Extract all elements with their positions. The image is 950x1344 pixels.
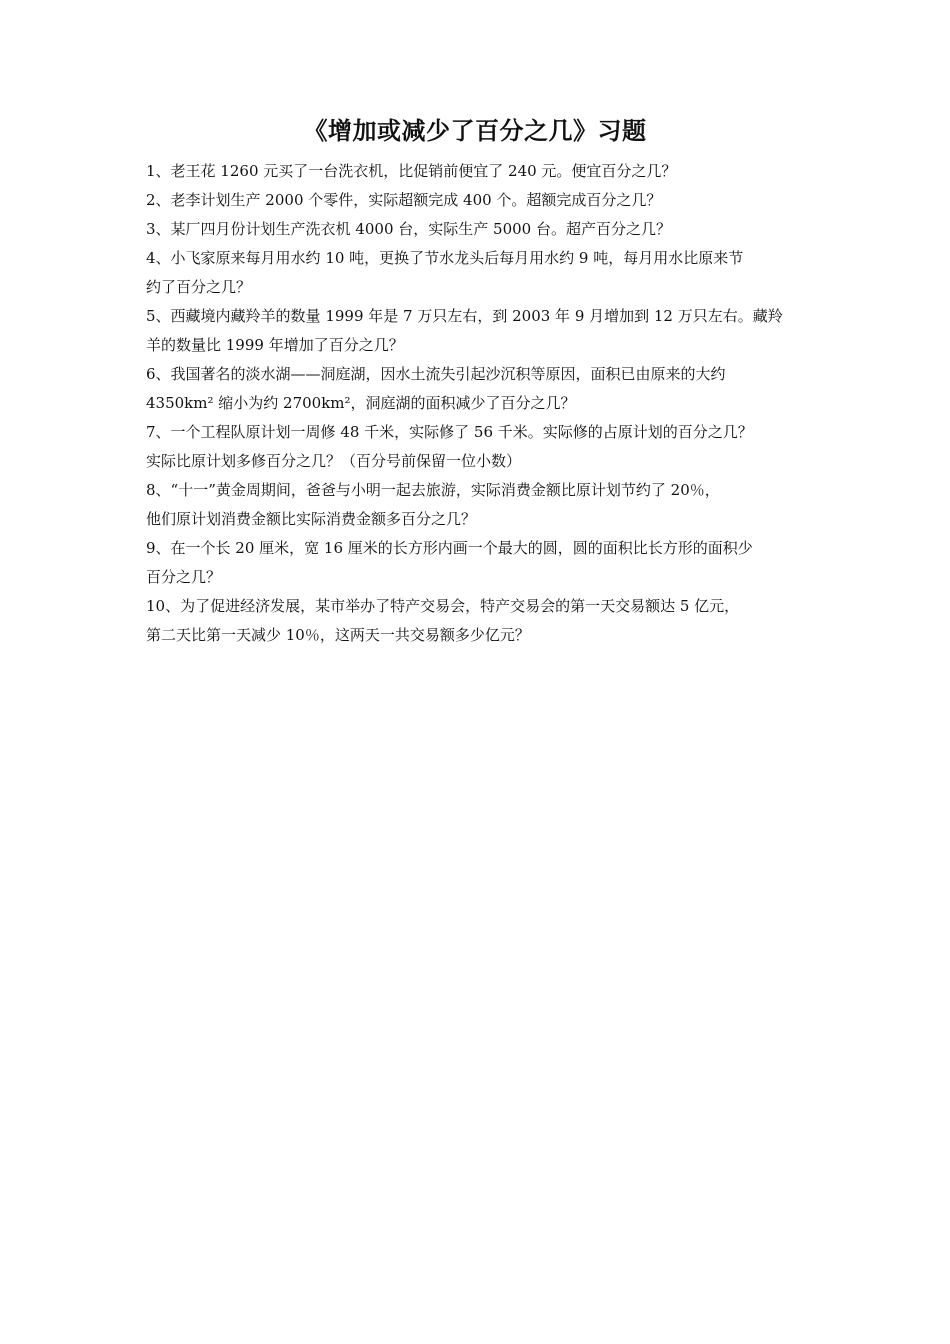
question-line: 6、我国著名的淡水湖——洞庭湖，因水土流失引起沙沉积等原因，面积已由原来的大约: [146, 365, 726, 383]
question-line: 9、在一个长 20 厘米，宽 16 厘米的长方形内画一个最大的圆，圆的面积比长方形的面积少: [146, 539, 753, 557]
question-item: [146, 215, 814, 244]
question-line: 4350km² 缩小为约 2700km²，洞庭湖的面积减少了百分之几？: [146, 394, 576, 412]
question-line: 8、“十一”黄金周期间，爸爸与小明一起去旅游，实际消费金额比原计划节约了 20％，: [146, 481, 720, 499]
question-line: 5、西藏境内藏羚羊的数量 1999 年是 7 万只左右，到 2003 年 9 月增加到 12 万只左右。藏羚: [146, 307, 783, 325]
question-line: 他们原计划消费金额比实际消费金额多百分之几？: [146, 510, 477, 528]
question-line: 1、老王花 1260 元买了一台洗衣机，比促销前便宜了 240 元。便宜百分之几？: [146, 162, 677, 180]
question-line: 3、某厂四月份计划生产洗衣机 4000 台，实际生产 5000 台。超产百分之几？: [146, 220, 671, 238]
question-line: 羊的数量比 1999 年增加了百分之几？: [146, 336, 404, 354]
question-line: 4、小飞家原来每月用水约 10 吨，更换了节水龙头后每月用水约 9 吨，每月用水比原来节: [146, 249, 744, 267]
question-line: 实际比原计划多修百分之几？（百分号前保留一位小数）: [146, 452, 522, 470]
question-item: [146, 302, 814, 360]
question-line: 10、为了促进经济发展，某市举办了特产交易会，特产交易会的第一天交易额达 5 亿元，: [146, 597, 740, 615]
question-item: [146, 476, 814, 534]
question-item: [146, 418, 814, 476]
question-item: [146, 592, 814, 650]
question-line: 7、一个工程队原计划一周修 48 千米，实际修了 56 千米。实际修的占原计划的百分之几？: [146, 423, 753, 441]
question-item: [146, 186, 814, 215]
question-line: 2、老李计划生产 2000 个零件，实际超额完成 400 个。超额完成百分之几？: [146, 191, 662, 209]
question-item: [146, 360, 814, 418]
page-title: 《增加或减少了百分之几》习题: [303, 117, 647, 145]
question-item: [146, 157, 814, 186]
question-line: 约了百分之几？: [146, 278, 252, 296]
question-line: 百分之几？: [146, 568, 222, 586]
question-line: 第二天比第一天减少 10％，这两天一共交易额多少亿元？: [146, 626, 530, 644]
question-item: [146, 244, 814, 302]
question-item: [146, 534, 814, 592]
question-list: [146, 157, 814, 650]
